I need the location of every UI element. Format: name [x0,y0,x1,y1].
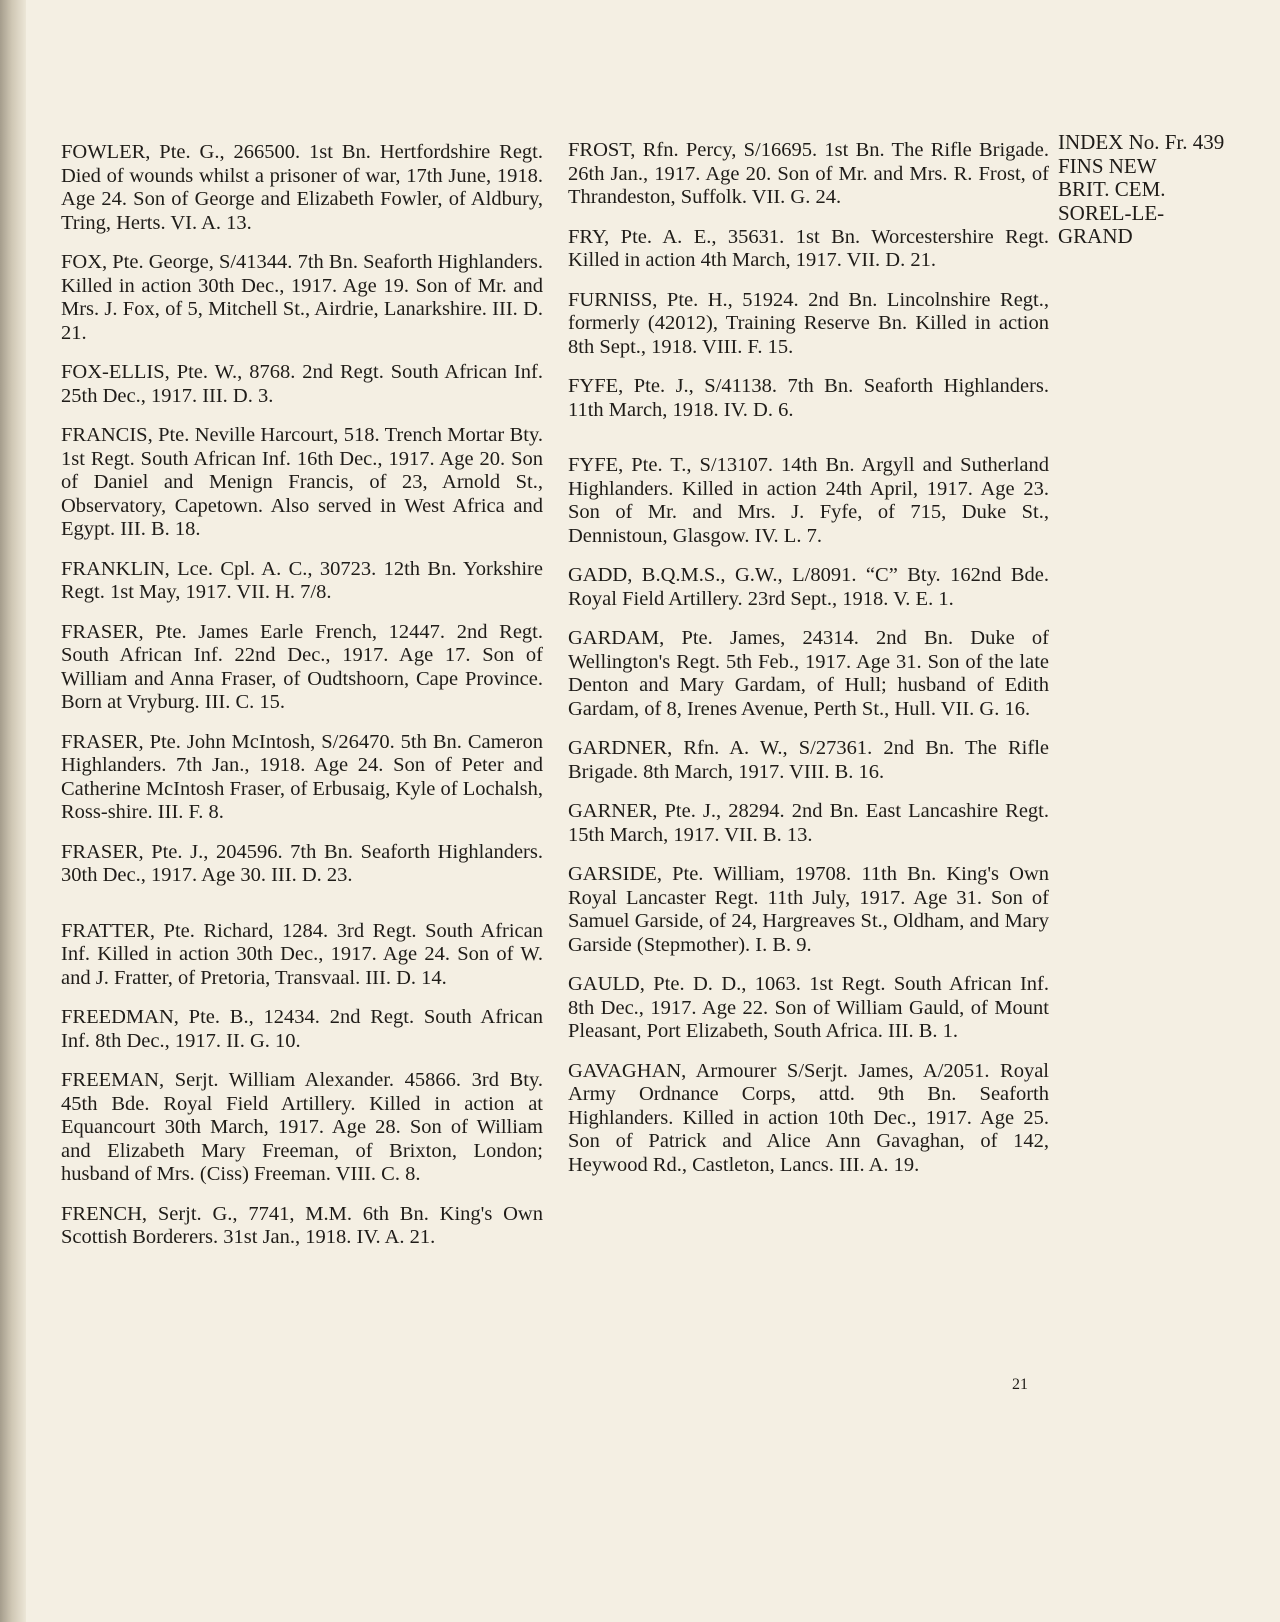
entry-gardner: GARDNER, Rfn. A. W., S/27361. 2nd Bn. The Rifle Brigade. 8th March, 1917. VIII. B. 16. [568,737,1049,783]
entry-franklin: FRANKLIN, Lce. Cpl. A. C., 30723. 12th Bn. Yorkshire Regt. 1st May, 1917. VII. H. 7/8. [61,557,543,603]
index-line: SOREL-LE- [1058,200,1165,225]
entry-fox-ellis: FOX-ELLIS, Pte. W., 8768. 2nd Regt. South African Inf. 25th Dec., 1917. III. D. 3. [61,361,543,407]
entry-fry: FRY, Pte. A. E., 35631. 1st Bn. Worcestershire Regt. Killed in action 4th March, 1917. VII. D. 21. [568,225,1049,271]
entry-gauld: GAULD, Pte. D. D., 1063. 1st Regt. South African Inf. 8th Dec., 1917. Age 22. Son of William Gauld, of Mount Pleasant, Port Elizabeth, South Africa. III. B. 1. [568,973,1049,1042]
entry-french: FRENCH, Serjt. G., 7741, M.M. 6th Bn. King's Own Scottish Borderers. 31st Jan., 1918. IV. A. 21. [61,1202,543,1248]
middle-column [568,139,1049,1193]
cemetery-index-heading [1058,131,1258,249]
index-line: BRIT. CEM. [1058,177,1166,201]
entry-fowler: FOWLER, Pte. G., 266500. 1st Bn. Hertfordshire Regt. Died of wounds whilst a prisoner of war, 17th June, 1918. Age 24. Son of George and Elizabeth Fowler, of Aldbury, Tring, Herts. VI. A. 13. [61,141,543,234]
entry-furniss: FURNISS, Pte. H., 51924. 2nd Bn. Lincolnshire Regt., formerly (42012), Training Reserve Bn. Killed in action 8th Sept., 1918. VIII. F. 15. [568,288,1049,358]
entry-fyfe-t: FYFE, Pte. T., S/13107. 14th Bn. Argyll and Sutherland Highlanders. Killed in action 24th April, 1917. Age 23. Son of Mr. and Mrs. J. Fyfe, of 715, Duke St., Dennistoun, Glasgow. IV. L. 7. [568,454,1049,547]
entry-fraser-john: FRASER, Pte. John McIntosh, S/26470. 5th Bn. Cameron Highlanders. 7th Jan., 1918. Age 24. Son of Peter and Catherine McIntosh Fraser, of Erbusaig, Kyle of Lochalsh, Ross-shire. III. F. 8. [61,730,543,823]
entry-gardam: GARDAM, Pte. James, 24314. 2nd Bn. Duke of Wellington's Regt. 5th Feb., 1917. Age 31. Son of the late Denton and Mary Gardam, of Hull; husband of Edith Gardam, of 8, Irenes Avenue, Perth St., Hull. VII. G. 16. [568,627,1049,720]
entry-garner: GARNER, Pte. J., 28294. 2nd Bn. East Lancashire Regt. 15th March, 1917. VII. B. 13. [568,800,1049,846]
index-line: INDEX No. Fr. 439 [1058,130,1225,154]
left-column [61,141,543,1266]
index-line: FINS NEW [1058,153,1157,178]
entry-francis: FRANCIS, Pte. Neville Harcourt, 518. Trench Mortar Bty. 1st Regt. South African Inf. 16th Dec., 1917. Age 20. Son of Daniel and Menign Francis, of 23, Arnold St., Observatory, Capetown. Also served in West Africa and Egypt. III. B. 18. [61,424,543,540]
entry-fox: FOX, Pte. George, S/41344. 7th Bn. Seaforth Highlanders. Killed in action 30th Dec., 1917. Age 19. Son of Mr. and Mrs. J. Fox, of 5, Mitchell St., Airdrie, Lanarkshire. III. D. 21. [61,251,543,344]
index-line: GRAND [1058,224,1133,248]
entry-garside: GARSIDE, Pte. William, 19708. 11th Bn. King's Own Royal Lancaster Regt. 11th July, 1917. Age 31. Son of Samuel Garside, of 24, Hargreaves St., Oldham, and Mary Garside (Stepmother). I. B. 9. [568,863,1049,956]
entry-freedman: FREEDMAN, Pte. B., 12434. 2nd Regt. South African Inf. 8th Dec., 1917. II. G. 10. [61,1006,543,1052]
entry-fratter: FRATTER, Pte. Richard, 1284. 3rd Regt. South African Inf. Killed in action 30th Dec., 1917. Age 24. Son of W. and J. Fratter, of Pretoria, Transvaal. III. D. 14. [61,919,543,989]
entry-fyfe-j: FYFE, Pte. J., S/41138. 7th Bn. Seaforth Highlanders. 11th March, 1918. IV. D. 6. [568,375,1049,421]
page-number: 21 [1012,1376,1028,1393]
entry-fraser-james: FRASER, Pte. James Earle French, 12447. 2nd Regt. South African Inf. 22nd Dec., 1917. Age 17. Son of William and Anna Fraser, of Oudtshoorn, Cape Province. Born at Vryburg. III. C. 15. [61,620,543,713]
entry-gavaghan: GAVAGHAN, Armourer S/Serjt. James, A/2051. Royal Army Ordnance Corps, attd. 9th Bn. Seaforth Highlanders. Killed in action 10th Dec., 1917. Age 25. Son of Patrick and Alice Ann Gavaghan, of 142, Heywood Rd., Castleton, Lancs. III. A. 19. [568,1059,1049,1176]
entry-freeman: FREEMAN, Serjt. William Alexander. 45866. 3rd Bty. 45th Bde. Royal Field Artillery. Killed in action at Equancourt 30th March, 1917. Age 28. Son of William and Elizabeth Mary Freeman, of Brixton, London; husband of Mrs. (Ciss) Freeman. VIII. C. 8. [61,1069,543,1185]
entry-fraser-j: FRASER, Pte. J., 204596. 7th Bn. Seaforth Highlanders. 30th Dec., 1917. Age 30. III. D. 23. [61,840,543,886]
entry-frost: FROST, Rfn. Percy, S/16695. 1st Bn. The Rifle Brigade. 26th Jan., 1917. Age 20. Son of Mr. and Mrs. R. Frost, of Thrandeston, Suffolk. VII. G. 24. [568,139,1049,208]
entry-gadd: GADD, B.Q.M.S., G.W., L/8091. “C” Bty. 162nd Bde. Royal Field Artillery. 23rd Sept., 1918. V. E. 1. [568,564,1049,610]
page-spine-shadow [0,0,26,1622]
